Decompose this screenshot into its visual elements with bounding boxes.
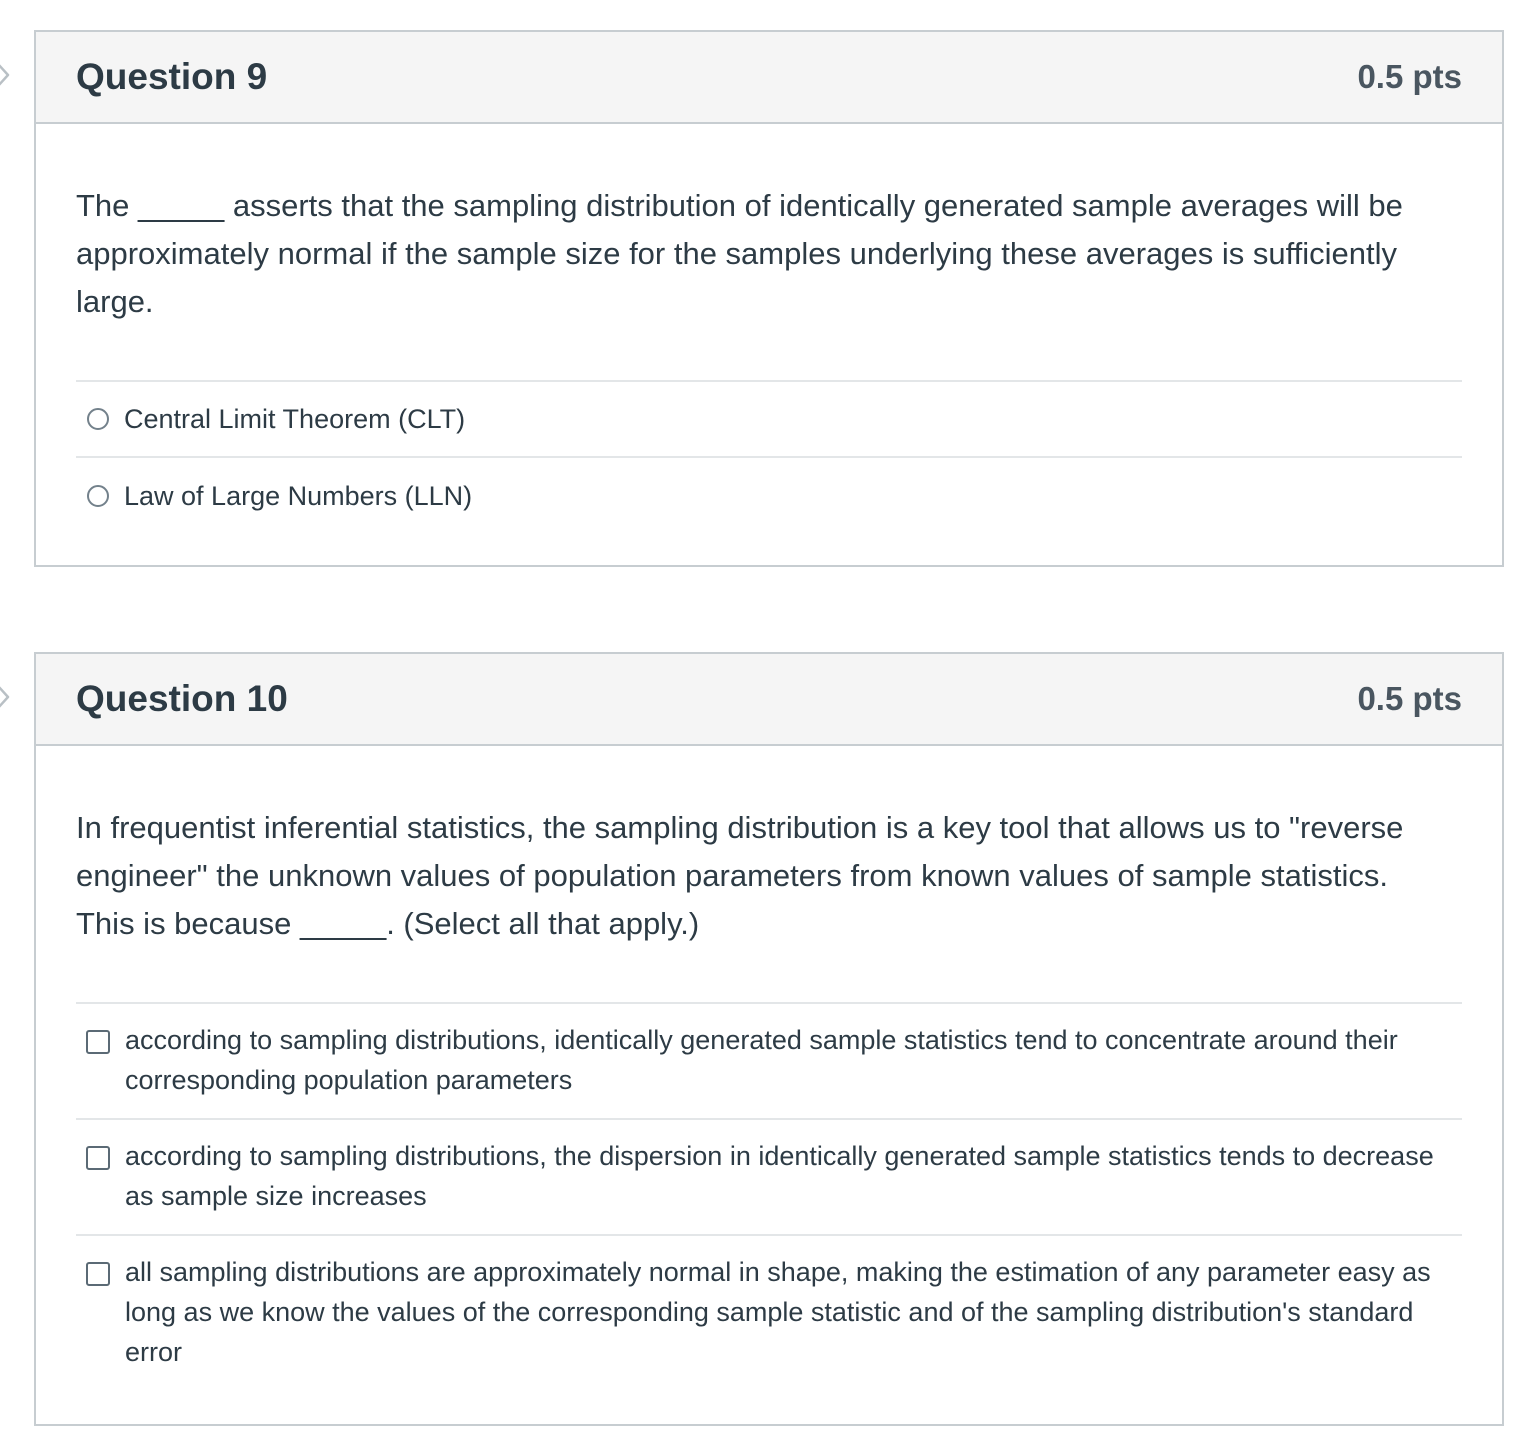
question-10: [34, 652, 1504, 1426]
question-marker-icon: [0, 62, 16, 88]
question-header: [36, 654, 1502, 746]
question-title: Question 9: [76, 56, 268, 97]
question-marker-icon: [0, 684, 16, 710]
answer-list: [76, 1002, 1462, 1390]
answer-option[interactable]: [76, 1120, 1462, 1236]
question-text: In frequentist inferential statistics, the sampling distribution is a key tool that allows us to "reverse engineer" the unknown values of population parameters from known values of sample statistics. This is because _____. (Select all that apply.): [76, 810, 1404, 941]
answer-option[interactable]: [76, 458, 1462, 534]
question-title: Question 10: [76, 678, 288, 719]
question-text: The _____ asserts that the sampling distribution of identically generated sample averages will be approximately normal if the sample size for the samples underlying these averages is sufficiently large.: [76, 188, 1403, 319]
answer-label: according to sampling distributions, identically generated sample statistics tend to concentrate around their corresponding population parameters: [125, 1025, 1398, 1095]
radio-button[interactable]: [87, 485, 109, 507]
checkbox[interactable]: [86, 1030, 110, 1054]
question-9: [34, 30, 1504, 567]
question-points: 0.5 pts: [1357, 58, 1462, 95]
radio-button[interactable]: [87, 408, 109, 430]
checkbox[interactable]: [86, 1146, 110, 1170]
question-body: [36, 746, 1502, 1390]
answer-list: [76, 380, 1462, 534]
answer-option[interactable]: [76, 1004, 1462, 1120]
question-header: [36, 32, 1502, 124]
question-body: [36, 124, 1502, 534]
answer-label: Law of Large Numbers (LLN): [124, 481, 473, 511]
answer-option[interactable]: [76, 1236, 1462, 1390]
answer-label: Central Limit Theorem (CLT): [124, 404, 466, 434]
checkbox[interactable]: [86, 1262, 110, 1286]
answer-label: according to sampling distributions, the dispersion in identically generated sample statistics tends to decrease as sample size increases: [125, 1141, 1434, 1211]
question-points: 0.5 pts: [1357, 680, 1462, 717]
answer-option[interactable]: [76, 382, 1462, 458]
answer-label: all sampling distributions are approximately normal in shape, making the estimation of any parameter easy as long as we know the values of the corresponding sample statistic and of the sampling distribution's standard error: [125, 1257, 1431, 1367]
